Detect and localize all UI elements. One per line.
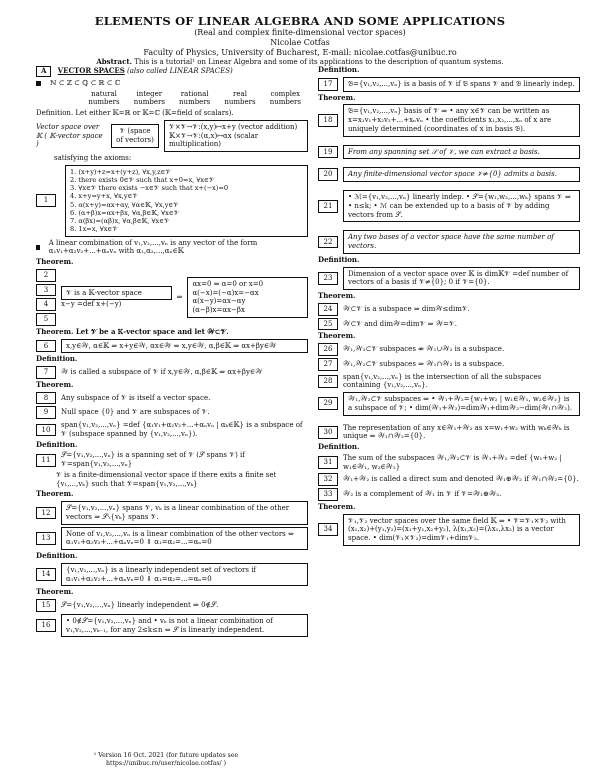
item-13 <box>36 527 308 551</box>
definition-heading: Definition. <box>36 551 78 561</box>
item-6 <box>36 339 308 354</box>
item-number: 6 <box>36 340 56 353</box>
item-18-text: 𝔅={v₁,v₂,...,vₙ} basis of 𝒱 ⇒ • any x∈𝒱 can be written as x=x₁v₁+x₂v₂+...+xₙvₙ • the coefficients x₁,x₂,...,xₙ of x are uniquely determined (coordinates of x in basis 𝔅). <box>343 104 580 136</box>
right-column <box>318 64 580 548</box>
item-number: 5 <box>36 313 56 326</box>
item-29-text: 𝒲₁,𝒲₂⊂𝒱 subspaces ⇒ • 𝒲₁+𝒲₂={w₁+w₂ | w₁∈𝒲₁, w₂∈𝒲₂} is a subspace of 𝒱; • dim(𝒲₁+𝒲₂)=dim𝒲₁+dim𝒲₂−dim(𝒲₁∩𝒲₂). <box>343 392 580 416</box>
footnote: ¹ Version 16 Oct. 2021 (for future updates see https://unibuc.ro/user/nicolae.cotfas/ ) <box>93 752 239 767</box>
item-numbers <box>36 269 56 326</box>
item-26 <box>318 343 580 356</box>
item-number: 28 <box>318 375 338 388</box>
section-letter: A <box>36 66 51 77</box>
item-12 <box>36 501 308 525</box>
result: αx=0 ⇔ α=0 or x=0 <box>192 279 264 288</box>
item-9 <box>36 406 308 419</box>
item-number: 23 <box>318 272 338 285</box>
item-number: 33 <box>318 488 338 501</box>
number-name: rational numbers <box>179 89 211 107</box>
axiom: 6. (α+β)x=αx+βx, ∀α,β∈𝕂, ∀x∈𝒱 <box>70 208 180 217</box>
item-20-text: Any finite-dimensional vector space 𝒱≠{0} admits a basis. <box>343 167 580 182</box>
item-22 <box>318 230 580 254</box>
definition-1: Definition. Let either 𝕂=ℝ or 𝕂=ℂ (𝕂=field of scalars). <box>36 109 234 117</box>
item-number: 26 <box>318 343 338 356</box>
axiom: 5. α(x+y)=αx+αy, ∀α∈𝕂, ∀x,y∈𝒱 <box>70 200 179 209</box>
item-number: 25 <box>318 318 338 331</box>
number-name: complex numbers <box>269 89 301 107</box>
item-11-text: 𝒮={v₁,v₂,...,vₙ} is a spanning set of 𝒱 (𝒮 spans 𝒱) if 𝒱=span{v₁,v₂,...,vₙ} <box>61 451 245 469</box>
vs-pair: 𝒱 (space of vectors) <box>111 124 159 148</box>
lincomb-row <box>36 239 308 257</box>
item-30-text: The representation of any x∈𝒲₁+𝒲₂ as x=w₁+w₂ with wₖ∈𝒲ₖ is unique ⇔ 𝒲₁∩𝒲₂={0}. <box>343 423 570 441</box>
item-number: 21 <box>318 200 338 213</box>
number-names <box>36 90 308 108</box>
item-25-text: 𝒲⊂𝒱 and dim𝒲=dim𝒱 ⇒ 𝒲=𝒱. <box>343 319 457 328</box>
item-number: 8 <box>36 392 56 405</box>
item-34 <box>318 514 580 546</box>
definition-heading: Definition. <box>318 442 360 451</box>
item-number: 34 <box>318 523 338 536</box>
definition-heading: Definition. <box>36 354 78 364</box>
definition-heading: Definition. <box>318 65 360 74</box>
section-title: VECTOR SPACES <box>57 66 125 75</box>
implies-icon: ⇒ <box>176 293 183 301</box>
number-sets-row <box>36 79 308 88</box>
number-name: real numbers <box>224 89 256 107</box>
item-number: 3 <box>36 284 56 297</box>
item-number: 32 <box>318 473 338 486</box>
axiom: 3. ∀x∈𝒱 there exists −x∈𝒱 such that x+(−x)=0 <box>70 184 229 193</box>
item-number: 29 <box>318 397 338 410</box>
item-number: 1 <box>36 194 56 207</box>
item-9-text: Null space {0} and 𝒱 are subspaces of 𝒱. <box>61 408 210 417</box>
section-header <box>36 66 308 77</box>
item-10 <box>36 421 308 439</box>
item-number: 22 <box>318 236 338 249</box>
item-17 <box>318 77 580 92</box>
axioms-label: satisfying the axioms: <box>54 154 132 162</box>
item-10-text: span{v₁,v₂,...,vₙ} =def {α₁v₁+α₂v₂+...+αₙvₙ | αₖ∈𝕂} is a subspace of 𝒱 (subspace spanned by {v₁,v₂,...,vₙ}). <box>61 421 303 438</box>
item-14 <box>36 563 308 587</box>
item-19-text: From any spanning set 𝒮 of 𝒱, we can extract a basis. <box>343 145 580 160</box>
theorem-2-5 <box>36 269 308 326</box>
header <box>0 0 600 67</box>
item-14-text: {v₁,v₂,...,vₙ} is a linearly independent set of vectors if α₁v₁+α₂v₂+...+αₙvₙ=0 ⇓ α₁=α₂=...=αₙ=0 <box>61 563 308 587</box>
item-17-text: 𝔅={v₁,v₂,...,vₙ} is a basis of 𝒱 if 𝔅 spans 𝒱 and 𝔅 linearly indep. <box>343 77 580 92</box>
item-25 <box>318 318 580 331</box>
axiom: 4. x+y=y+x, ∀x,y∈𝒱 <box>70 192 138 201</box>
theorem-heading: Theorem. <box>36 489 74 499</box>
item-number: 16 <box>36 619 56 632</box>
item-23 <box>318 267 580 291</box>
definition-heading: Definition. <box>318 254 360 264</box>
definition-heading: Definition. <box>36 439 78 449</box>
item-13-text: None of v₁,v₂,...,vₙ is a linear combination of the other vectors ⇔ α₁v₁+α₂v₂+...+αₙvₙ=0 ⇓ α₁=α₂=...=αₙ=0 <box>61 527 308 551</box>
theorem-results <box>187 277 308 318</box>
item-32 <box>318 473 580 486</box>
item-6-text: x,y∈𝒲, α∈𝕂 ⇒ x+y∈𝒲, αx∈𝒲 ⇔ x,y∈𝒲, α,β∈𝕂 ⇒ αx+βy∈𝒲 <box>61 339 308 354</box>
abstract-label: Abstract. <box>96 57 132 67</box>
item-number: 31 <box>318 456 338 469</box>
item-33 <box>318 488 580 501</box>
item-number: 14 <box>36 568 56 581</box>
item-number: 15 <box>36 599 56 612</box>
bullet-icon <box>36 245 40 250</box>
item-22-text: Any two bases of a vector space have the same number of vectors. <box>343 230 580 254</box>
vs-label: Vector space over 𝕂 ( 𝕂-vector space ) <box>36 122 103 149</box>
item-number: 12 <box>36 507 56 520</box>
item-31-text: The sum of the subspaces 𝒲₁,𝒲₂⊂𝒱 is 𝒲₁+𝒲₂ =def {w₁+w₂ | w₁∈𝒲₁, w₂∈𝒲₂} <box>343 453 562 471</box>
item-28 <box>318 373 580 391</box>
item-8-text: Any subspace of 𝒱 is itself a vector space. <box>61 393 211 402</box>
author: Nicolae Cotfas <box>270 38 330 48</box>
item-number: 19 <box>318 146 338 159</box>
item-11b-text: 𝒱 is a finite-dimensional vector space if there exits a finite set {v₁,...,vₖ} such that 𝒱=span{v₁,v₂,...,vₖ} <box>56 470 277 488</box>
item-21-text: • ℳ={v₁,v₂,...,vₙ} linearly indep. • 𝒮={w₁,w₂,...,wₖ} spans 𝒱 ⇒ • n≤k; • ℳ can be extended up to a basis of 𝒱 by adding vectors from 𝒮. <box>343 190 580 222</box>
theorem-6-heading: Theorem. Let 𝒱 be a 𝕂-vector space and let 𝒲⊂𝒱. <box>36 326 229 336</box>
axiom: 1. (x+y)+z=x+(y+z), ∀x,y,z∈𝒱 <box>70 167 171 176</box>
item-24 <box>318 303 580 316</box>
axioms-box <box>65 165 308 237</box>
item-7 <box>36 366 308 379</box>
item-28-text: span{v₁,v₂,...,vₙ} is the intersection of all the subspaces containing {v₁,v₂,...,vₙ}. <box>343 372 542 390</box>
result: (α−β)x=αx−βx <box>192 306 245 315</box>
number-name: integer numbers <box>133 89 165 107</box>
item-number: 13 <box>36 532 56 545</box>
number-name: natural numbers <box>88 89 120 107</box>
affiliation: Faculty of Physics, University of Bucharest, E-mail: nicolae.cotfas@unibuc.ro <box>143 48 457 58</box>
item-24-text: 𝒲⊂𝒱 is a subspace ⇒ dim𝒲≤dim𝒱. <box>343 304 470 313</box>
premise: 𝒱 is a 𝕂-vector space <box>61 286 172 301</box>
item-23-text: Dimension of a vector space over 𝕂 is dim𝕂𝒱 =def number of vectors of a basis if 𝒱≠{0}; 0 if 𝒱={0}. <box>343 267 580 291</box>
theorem-heading: Theorem. <box>318 501 356 511</box>
theorem-heading: Theorem. <box>318 331 356 341</box>
item-27-text: 𝒲₁,𝒲₂⊂𝒱 subspaces ⇒ 𝒲₁∩𝒲₂ is a subspace. <box>343 359 505 368</box>
axiom: 8. 1x=x, ∀x∈𝒱 <box>70 225 118 234</box>
bullet-icon <box>36 81 41 86</box>
left-column <box>36 64 308 639</box>
item-number: 20 <box>318 168 338 181</box>
item-number: 27 <box>318 358 338 371</box>
item-31 <box>318 454 580 472</box>
item-12-text: 𝒮={v₁,v₂,...,vₙ} spans 𝒱, vₖ is a linear combination of the other vectors ⇒ 𝒮∖{vₖ} spans 𝒱. <box>61 501 308 525</box>
item-26-text: 𝒲₁,𝒲₂⊂𝒱 subspaces ⇏ 𝒲₁∪𝒲₂ is a subspace. <box>343 345 505 353</box>
vector-space-def <box>36 120 308 152</box>
item-11 <box>36 451 308 469</box>
axiom: 2. there exists 0∈𝒱 such that x+0=x, ∀x∈𝒱 <box>70 175 215 184</box>
item-number: 11 <box>36 454 56 467</box>
theorem-heading: Theorem. <box>36 379 74 389</box>
item-number: 17 <box>318 78 338 91</box>
linear-combination: A linear combination of v₁,v₂,...,vₙ is any vector of the form α₁v₁+α₂v₂+...+αₙvₙ with α₁,α₂,...,αₙ∈𝕂 <box>48 238 258 256</box>
page-title: ELEMENTS OF LINEAR ALGEBRA AND SOME APPLICATIONS <box>94 14 506 28</box>
item-33-text: 𝒲₂ is a complement of 𝒲₁ in 𝒱 if 𝒱=𝒲₁⊕𝒲₂. <box>343 490 502 498</box>
item-19 <box>318 145 580 160</box>
item-number: 2 <box>36 269 56 282</box>
item-32-text: 𝒲₁+𝒲₂ is called a direct sum and denoted 𝒲₁⊕𝒲₂ if 𝒲₁∩𝒲₂={0}. <box>343 475 579 484</box>
item-21 <box>318 190 580 222</box>
vs-operations: 𝒱×𝒱→𝒱:(x,y)↦x+y (vector addition) 𝕂×𝒱→𝒱:(α,x)↦αx (scalar multiplication) <box>164 120 308 152</box>
item-15-text: 𝒮={v₁,v₂,...,vₙ} linearly independent ⇒ 0∉𝒮. <box>61 601 219 610</box>
item-number: 9 <box>36 406 56 419</box>
item-8 <box>36 392 308 405</box>
item-15 <box>36 599 308 612</box>
item-number: 30 <box>318 426 338 439</box>
item-number: 18 <box>318 114 338 127</box>
item-number: 24 <box>318 303 338 316</box>
section-note: (also called LINEAR SPACES) <box>127 67 233 75</box>
item-30 <box>318 424 580 442</box>
item-27 <box>318 358 580 371</box>
axioms-row <box>36 165 308 237</box>
result: α(x−y)=αx−αy <box>192 297 246 306</box>
theorem-premises <box>61 286 172 310</box>
item-34-text: 𝒱₁,𝒱₂ vector spaces over the same field 𝕂 ⇒ • 𝒱=𝒱₁×𝒱₂ with (x₁,x₂)+(y₁,y₂)=(x₁+y₁,x₂+y₂), λ(x₁,x₂)=(λx₁,λx₂) is a vector space. • dim(𝒱₁×𝒱₂)=dim𝒱₁+dim𝒱₂. <box>343 514 580 546</box>
item-number: 7 <box>36 366 56 379</box>
item-7-text: 𝒲 is called a subspace of 𝒱 if x,y∈𝒲, α,β∈𝕂 ⇒ αx+βy∈𝒲 <box>61 368 263 377</box>
item-29 <box>318 392 580 416</box>
item-20 <box>318 167 580 182</box>
item-16-text: • 0∉𝒮={v₁,v₂,...,vₙ} and • vₖ is not a linear combination of v₁,v₂,...,vₖ₋₁, for any 2≤k≤n ⇔ 𝒮 is linearly independent. <box>61 614 308 638</box>
abstract-text: This is a tutorial¹ on Linear Algebra and some of its applications to the description of quantum systems. <box>134 58 504 67</box>
item-18 <box>318 104 580 136</box>
item-number: 4 <box>36 298 56 311</box>
theorem-heading: Theorem. <box>36 257 74 267</box>
theorem-heading: Theorem. <box>36 587 74 597</box>
theorem-heading: Theorem. <box>318 92 356 102</box>
item-16 <box>36 614 308 638</box>
subtitle: (Real and complex finite-dimensional vector spaces) <box>194 28 406 38</box>
theorem-heading: Theorem. <box>318 291 356 300</box>
result: α(−x)=(−α)x=−αx <box>192 288 259 297</box>
number-sets: ℕ ⊂ ℤ ⊂ ℚ ⊂ ℝ ⊂ ℂ <box>50 78 121 87</box>
axiom: 7. α(βx)=(αβ)x, ∀α,β∈𝕂, ∀x∈𝒱 <box>70 217 170 226</box>
item-number: 10 <box>36 424 56 437</box>
premise: x−y =def x+(−y) <box>61 300 122 309</box>
